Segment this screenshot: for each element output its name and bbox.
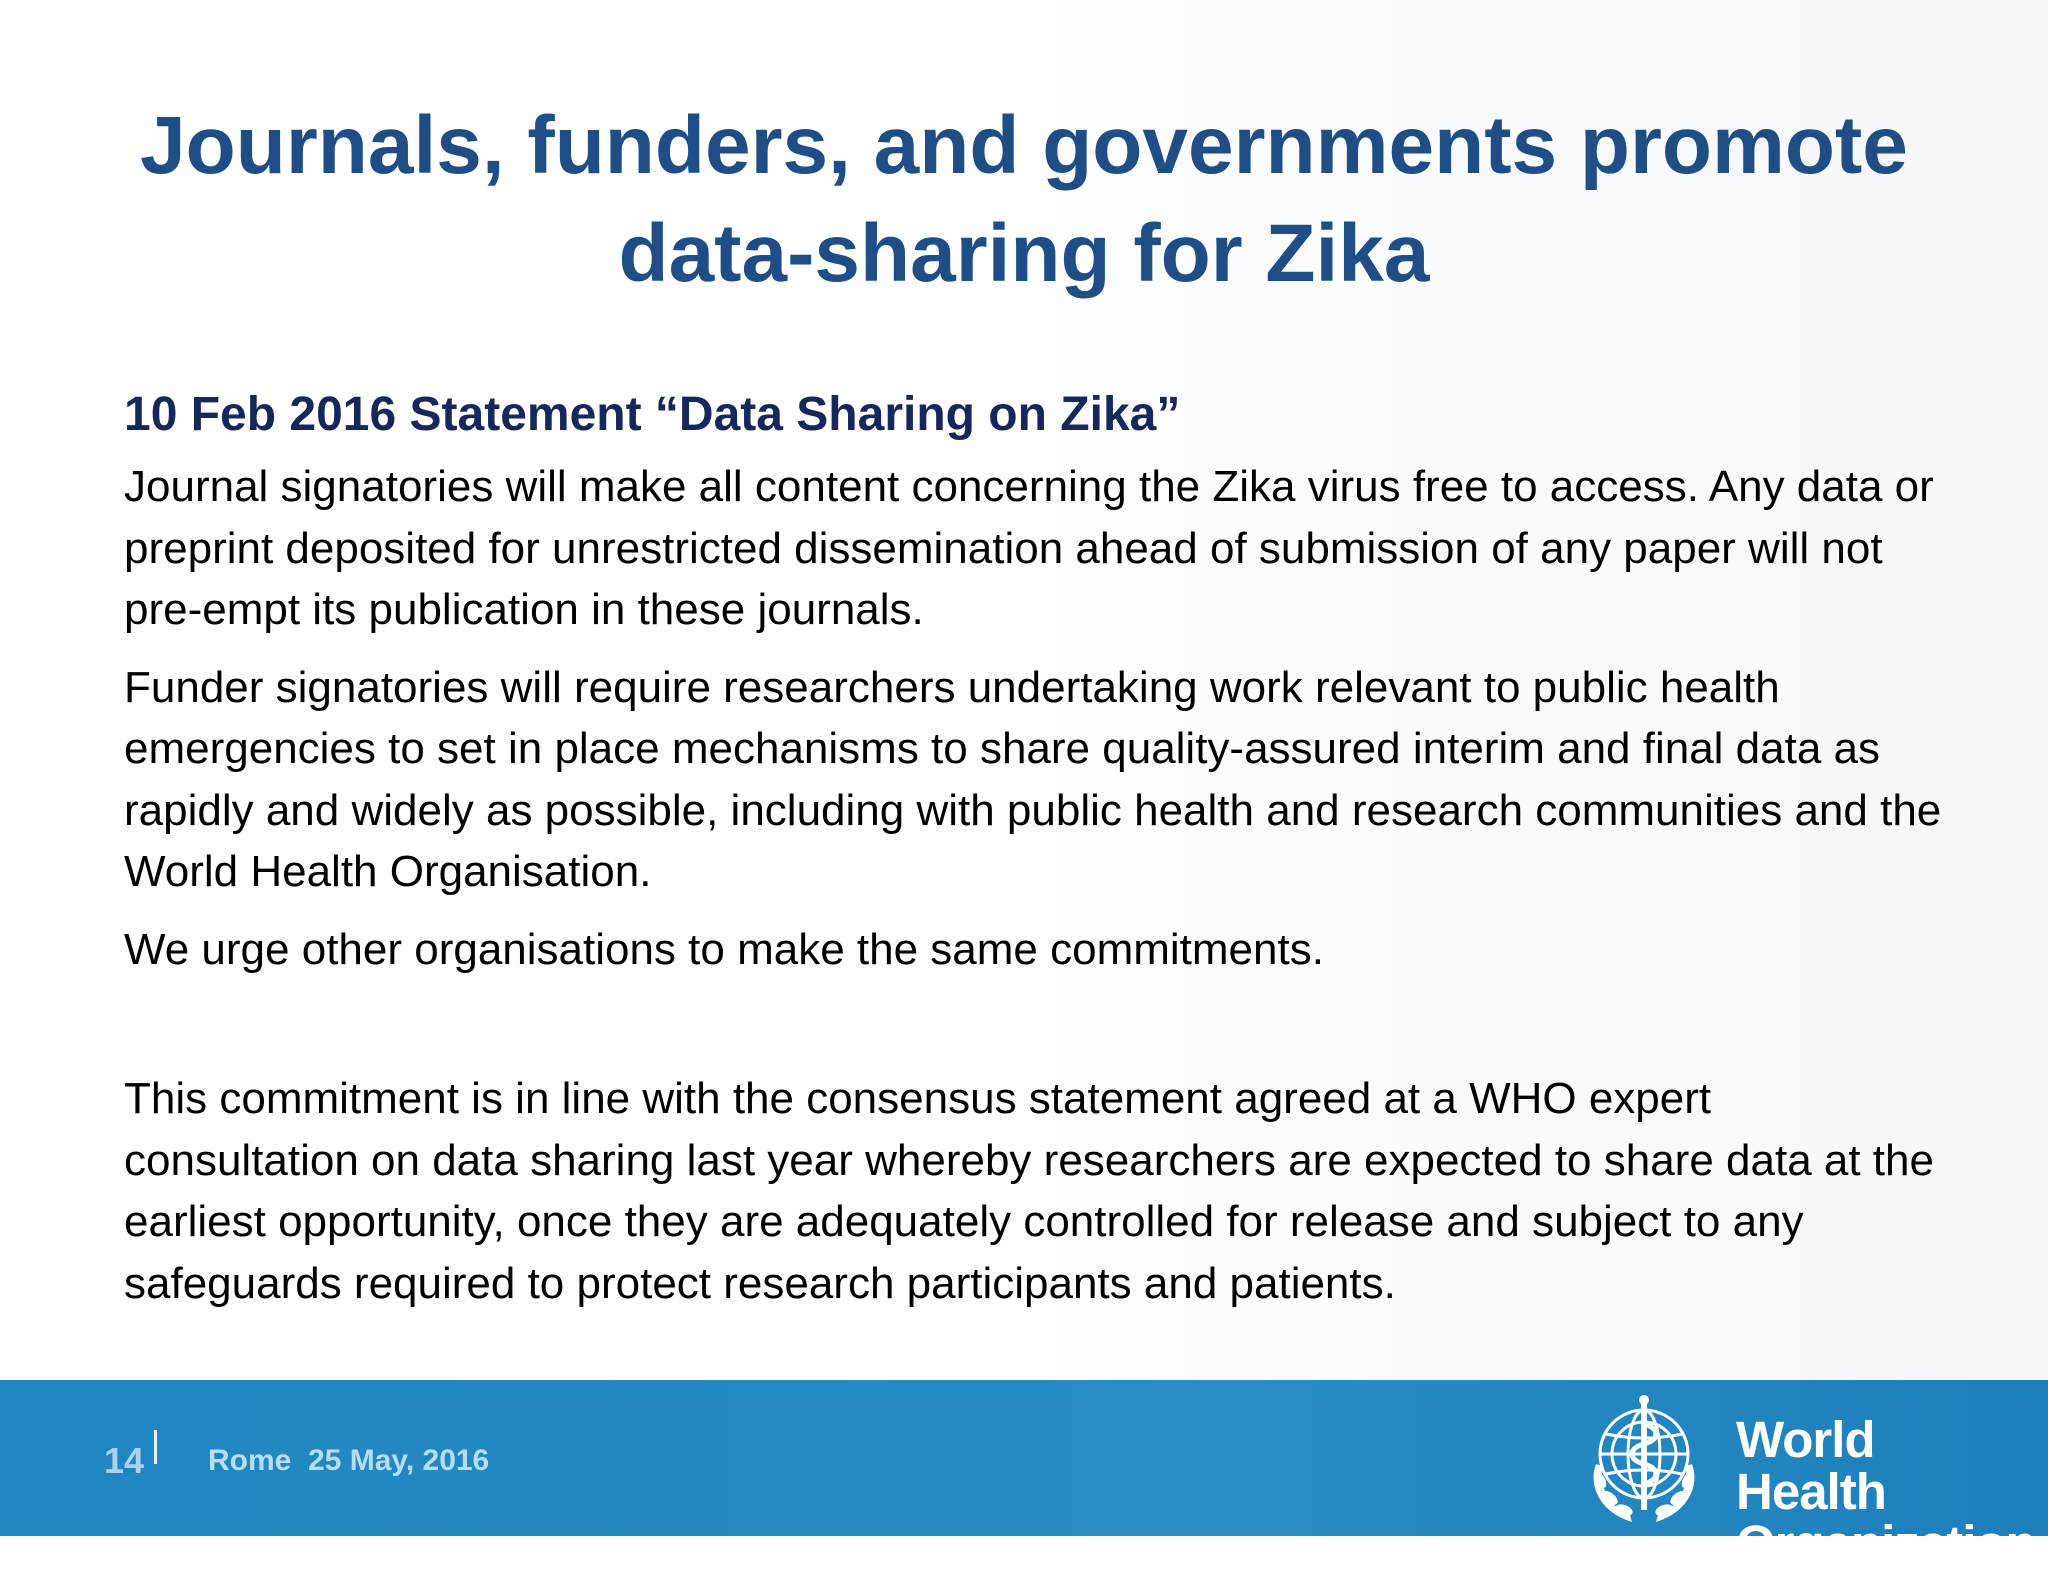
paragraph-commitment: This commitment is in line with the consensus statement agreed at a WHO expert consultation on data sharing last year whereby researchers are expected to share data at the earliest opportunity, once they are adequately controlled for release and subject to any safeguards required to protect research participants and patients.	[124, 1074, 1934, 1308]
footer-bar	[0, 1380, 2048, 1572]
slide-title-line-1: Journals, funders, and governments promote	[140, 100, 1908, 191]
paragraph-journals: Journal signatories will make all content concerning the Zika virus free to access. Any data or preprint deposited for unrestricted dissemination ahead of submission of any paper will not pre-empt its publication in these journals.	[124, 462, 1934, 634]
slide-title	[0, 92, 2048, 308]
page-divider	[154, 1430, 157, 1464]
footer-location: Rome	[208, 1444, 292, 1477]
footer-date: 25 May, 2016	[308, 1444, 490, 1477]
who-wordmark-line-2: Organization	[1736, 1515, 2036, 1572]
paragraph-funders: Funder signatories will require researchers undertaking work relevant to public health emergencies to set in place mechanisms to share quality-assured interim and final data as rapidly and widely as possible, including with public health and research communities and the World Health Organisation.	[124, 662, 1942, 896]
slide-title-line-2: data-sharing for Zika	[618, 208, 1430, 299]
who-wordmark-line-1: World Health	[1736, 1411, 1886, 1520]
slide-content	[124, 384, 1954, 1330]
who-emblem-icon	[1580, 1394, 1710, 1530]
who-logo	[1580, 1394, 2036, 1572]
paragraph-urge: We urge other organisations to make the same commitments.	[124, 924, 1324, 974]
who-wordmark	[1736, 1411, 2036, 1572]
page-number: 14	[104, 1440, 145, 1481]
statement-heading: 10 Feb 2016 Statement “Data Sharing on Zika”	[124, 388, 1181, 441]
